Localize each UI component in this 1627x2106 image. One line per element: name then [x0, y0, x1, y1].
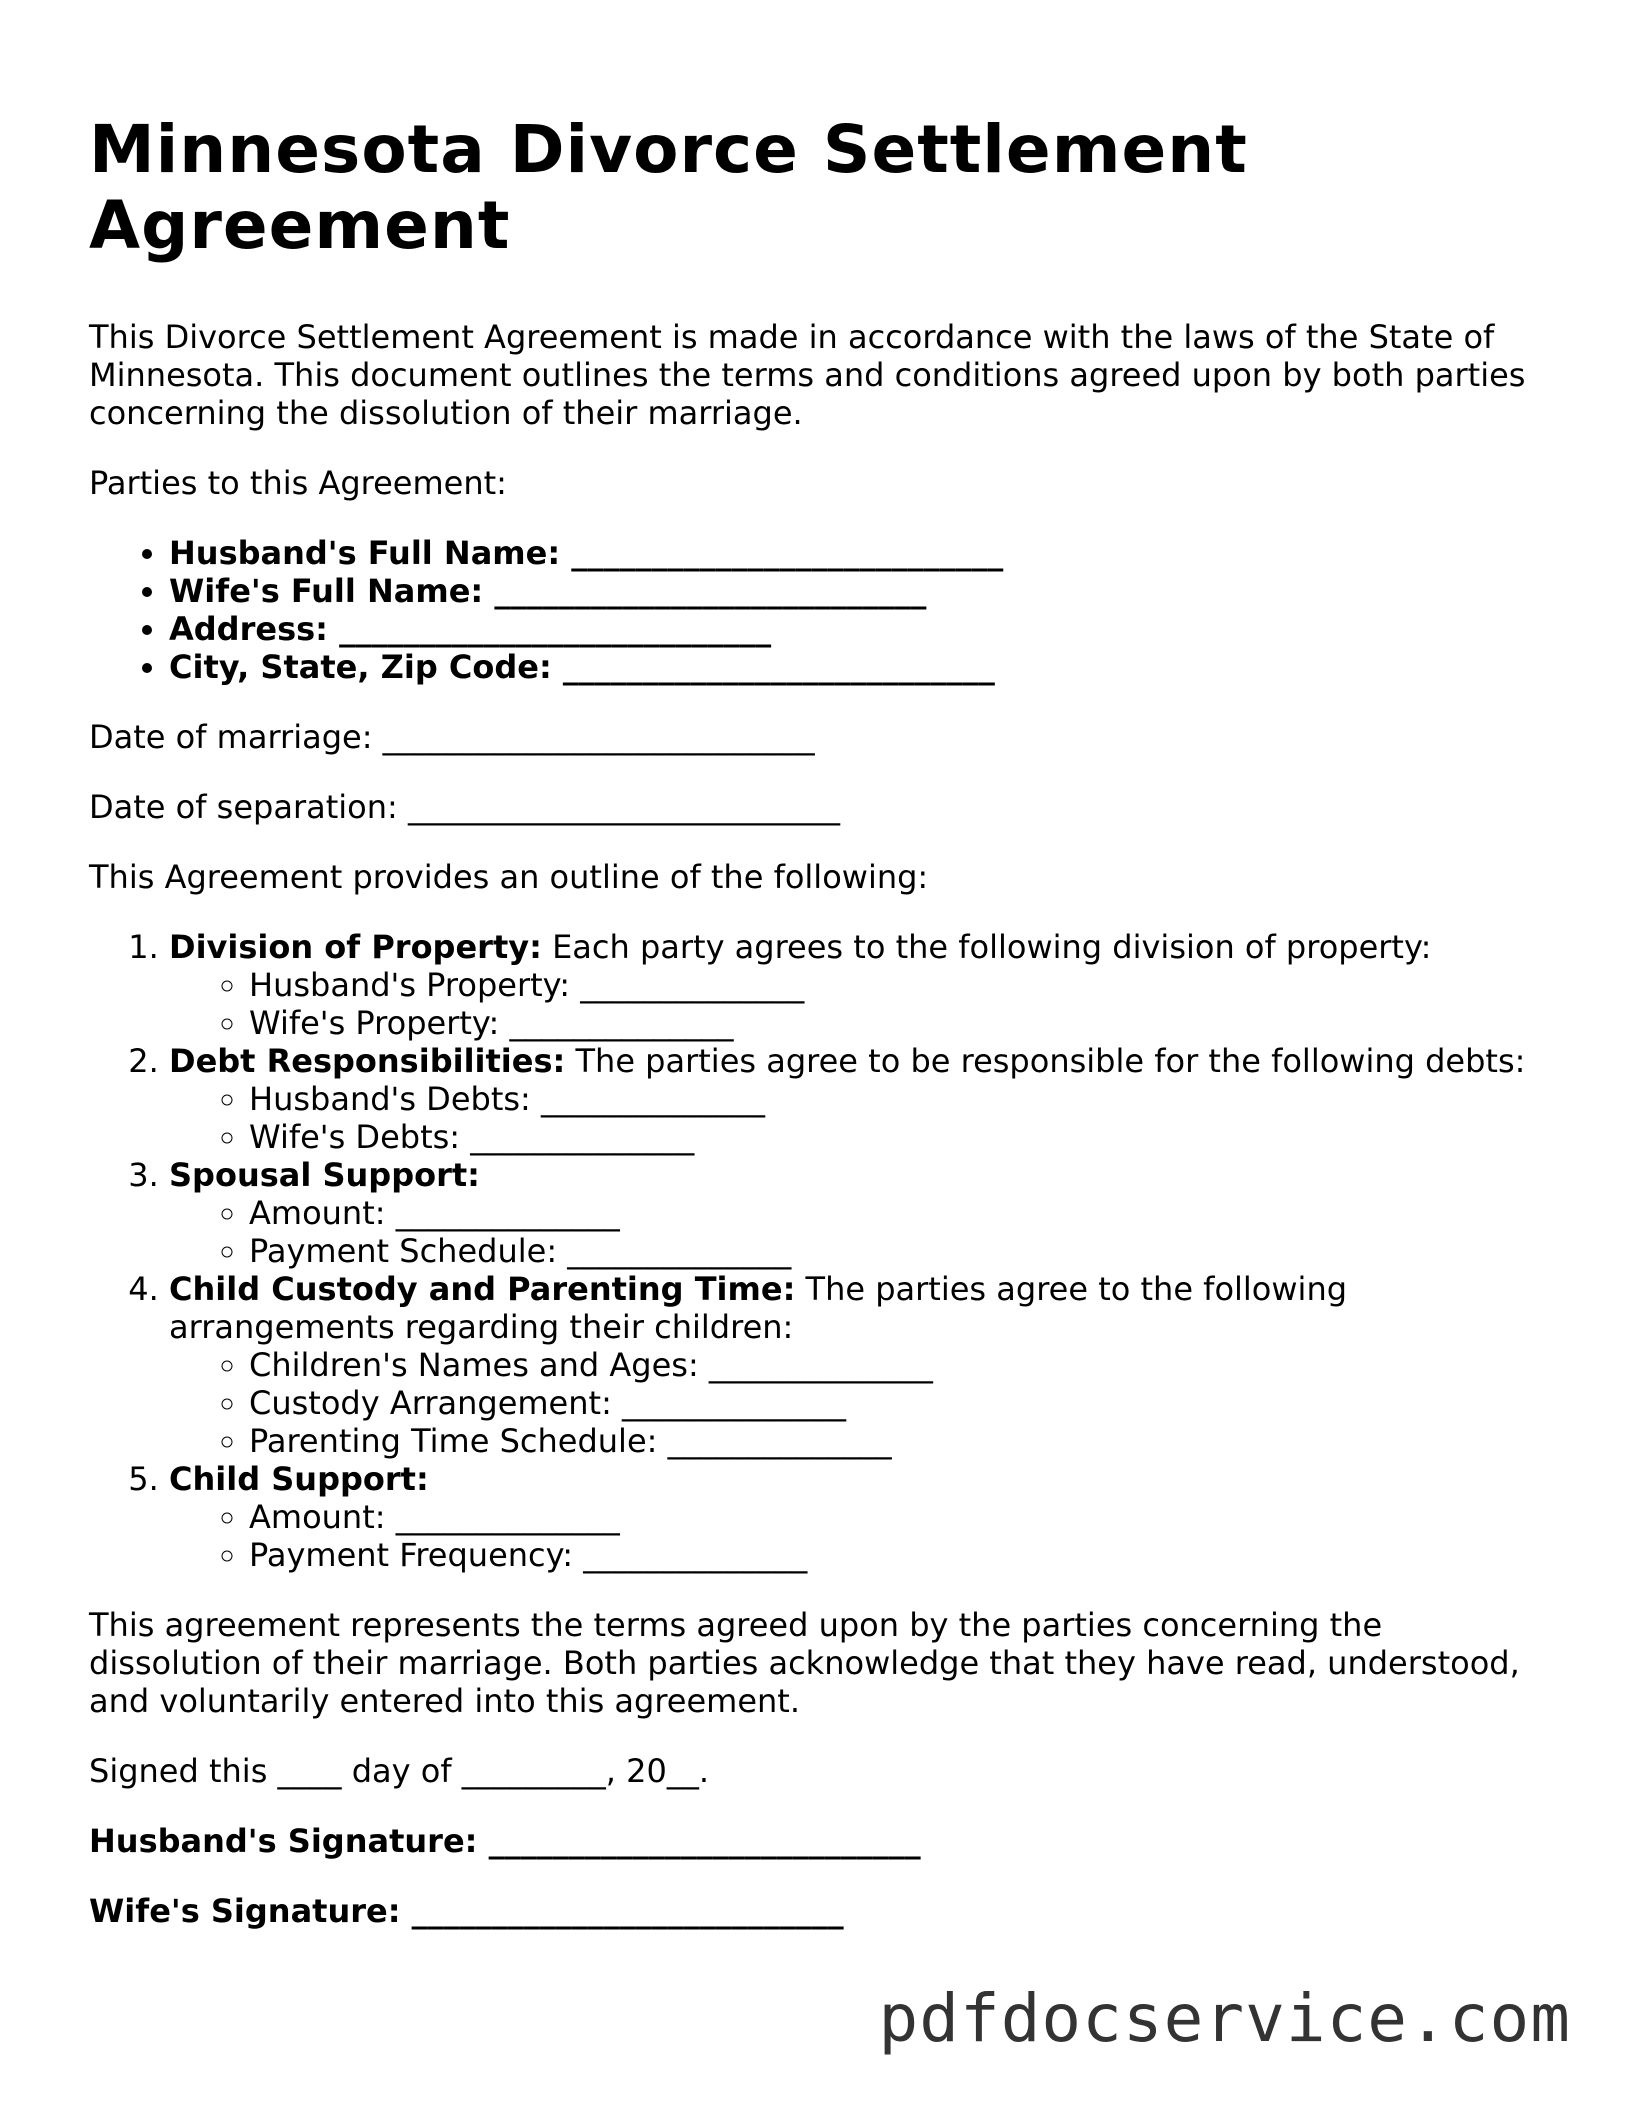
sub-list [169, 1194, 1549, 1270]
outline-list [89, 928, 1549, 1574]
parties-list [89, 534, 1549, 686]
list-item: ◦ Payment Frequency: ______________ [249, 1536, 1549, 1574]
list-item: ◦ Amount: ______________ [249, 1194, 1549, 1232]
section-child-support: 5. Child Support: ◦ Amount: ______________ ◦ Payment Frequency: ______________ [169, 1460, 1549, 1574]
outline-label: This Agreement provides an outline of the following: [89, 858, 929, 896]
section-child-custody: 4. Child Custody and Parenting Time: The parties agree to the following arrangements regarding their children: ◦ Children's Names and Ages: ______________ ◦ Custody Arrangement: ______________ ◦ Parenting Time Schedule: ______________ [169, 1270, 1549, 1460]
party-city-state-zip: • City, State, Zip Code: ___________________________ [169, 648, 1549, 686]
party-address: • Address: ___________________________ [169, 610, 1549, 648]
sub-list [169, 1080, 1549, 1156]
sub-list [169, 1346, 1549, 1460]
list-item: ◦ Wife's Property: ______________ [249, 1004, 1549, 1042]
section-division-of-property: 1. Division of Property: Each party agrees to the following division of property: ◦ Husband's Property: ______________ ◦ Wife's Property: ______________ [169, 928, 1549, 1042]
parties-label: Parties to this Agreement: [89, 464, 507, 502]
city-state-zip-blank: ___________________________ [562, 648, 995, 686]
list-item: ◦ Payment Schedule: ______________ [249, 1232, 1549, 1270]
list-item: ◦ Amount: ______________ [249, 1498, 1549, 1536]
document-title: Minnesota Divorce Settlement Agreement [89, 111, 1248, 264]
list-item: ◦ Custody Arrangement: ______________ [249, 1384, 1549, 1422]
husband-signature-blank: ___________________________ [488, 1822, 921, 1860]
party-wife-name: • Wife's Full Name: ___________________________ [169, 572, 1549, 610]
list-item: ◦ Husband's Property: ______________ [249, 966, 1549, 1004]
section-spousal-support: 3. Spousal Support: ◦ Amount: ______________ ◦ Payment Schedule: ______________ [169, 1156, 1549, 1270]
sub-list [169, 1498, 1549, 1574]
address-blank: ___________________________ [339, 610, 772, 648]
date-of-separation: Date of separation: ___________________________ [89, 788, 840, 826]
party-husband-name: • Husband's Full Name: ___________________________ [169, 534, 1549, 572]
husband-name-blank: ___________________________ [571, 534, 1004, 572]
list-item: ◦ Parenting Time Schedule: ______________ [249, 1422, 1549, 1460]
sub-list [169, 966, 1549, 1042]
closing-paragraph: This agreement represents the terms agreed upon by the parties concerning the dissolution of their marriage. Both parties acknowledge that they have read, understood, and voluntarily entered into this agreement. [89, 1606, 1520, 1720]
signed-date-line: Signed this ____ day of _________, 20__. [89, 1752, 709, 1790]
list-item: ◦ Wife's Debts: ______________ [249, 1118, 1549, 1156]
wife-name-blank: ___________________________ [494, 572, 927, 610]
date-of-marriage: Date of marriage: ___________________________ [89, 718, 815, 756]
intro-paragraph: This Divorce Settlement Agreement is made in accordance with the laws of the State of Minnesota. This document outlines the terms and conditions agreed upon by both parties concerning the dissolution of their marriage. [89, 318, 1526, 432]
wife-signature-line: Wife's Signature: ___________________________ [89, 1892, 844, 1930]
watermark: pdfdocservice.com [878, 1980, 1571, 2057]
list-item: ◦ Husband's Debts: ______________ [249, 1080, 1549, 1118]
wife-signature-blank: ___________________________ [411, 1892, 844, 1930]
section-debt-responsibilities: 2. Debt Responsibilities: The parties agree to be responsible for the following debts: ◦ Husband's Debts: ______________ ◦ Wife's Debts: ______________ [169, 1042, 1549, 1156]
list-item: ◦ Children's Names and Ages: ______________ [249, 1346, 1549, 1384]
husband-signature-line: Husband's Signature: ___________________________ [89, 1822, 921, 1860]
document-page [89, 112, 1549, 1930]
